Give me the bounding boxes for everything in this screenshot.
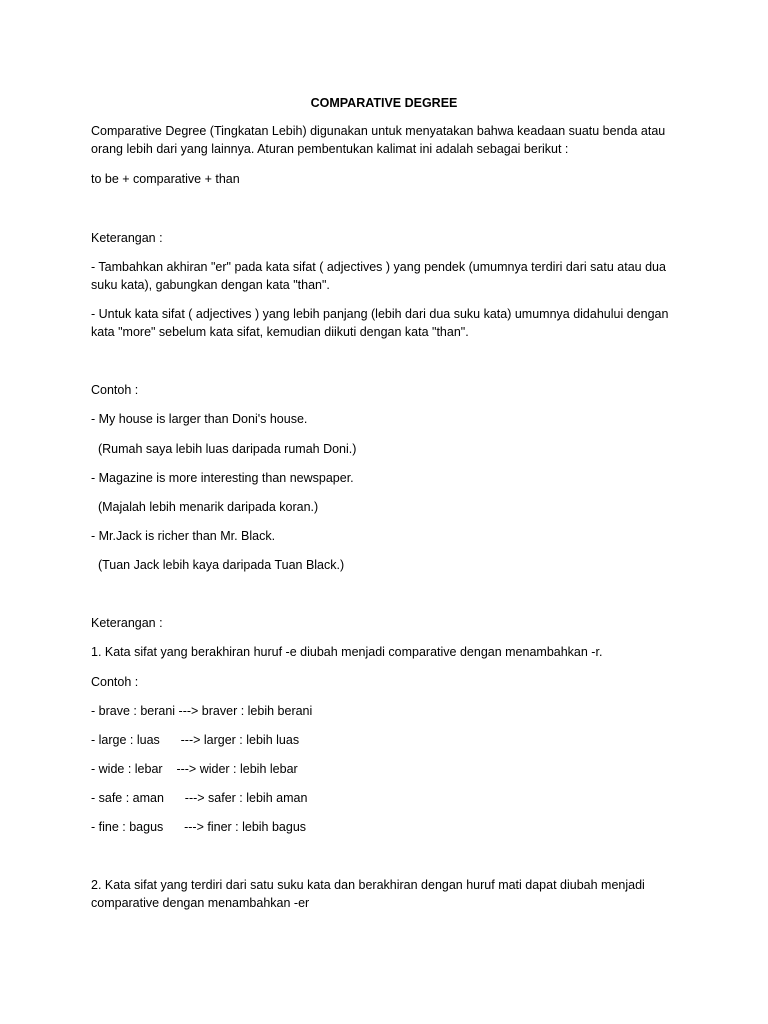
rule-2-line-1: 2. Kata sifat yang terdiri dari satu suku kata dan berakhiran dengan huruf mati dapat diubah menjadi: [91, 878, 645, 892]
rule-1-example: - brave : berani ---> braver : lebih berani: [91, 704, 313, 718]
rule-1-example: - large : luas ---> larger : lebih luas: [91, 733, 300, 747]
keterangan-heading-1: Keterangan :: [91, 231, 163, 245]
example-id: (Rumah saya lebih luas daripada rumah Doni.): [91, 442, 357, 456]
keterangan-heading-2: Keterangan :: [91, 616, 163, 630]
rule-1-example: - wide : lebar ---> wider : lebih lebar: [91, 762, 298, 776]
example-en: - Magazine is more interesting than newspaper.: [91, 471, 354, 485]
rule-1-example: - safe : aman ---> safer : lebih aman: [91, 791, 308, 805]
contoh-heading-1: Contoh :: [91, 383, 139, 397]
rule-1-text: 1. Kata sifat yang berakhiran huruf -e diubah menjadi comparative dengan menambahkan -r.: [91, 645, 603, 659]
example-en: - Mr.Jack is richer than Mr. Black.: [91, 529, 276, 543]
keterangan-item-1-line-1: - Tambahkan akhiran "er" pada kata sifat ( adjectives ) yang pendek (umumnya terdiri dari satu atau dua: [91, 260, 666, 274]
rule-1-example: - fine : bagus ---> finer : lebih bagus: [91, 820, 307, 834]
document-title: COMPARATIVE DEGREE: [310, 96, 458, 110]
example-id: (Tuan Jack lebih kaya daripada Tuan Black.): [91, 558, 345, 572]
intro-line-2: orang lebih dari yang lainnya. Aturan pembentukan kalimat ini adalah sebagai berikut :: [91, 142, 569, 156]
contoh-heading-2: Contoh :: [91, 675, 139, 689]
keterangan-item-2-line-2: kata "more" sebelum kata sifat, kemudian diikuti dengan kata "than".: [91, 325, 469, 339]
example-en: - My house is larger than Doni's house.: [91, 412, 308, 426]
rule-2-line-2: comparative dengan menambahkan -er: [91, 896, 310, 910]
intro-line-1: Comparative Degree (Tingkatan Lebih) digunakan untuk menyatakan bahwa keadaan suatu benda atau: [91, 124, 666, 138]
keterangan-item-1-line-2: suku kata), gabungkan dengan kata "than".: [91, 278, 330, 292]
example-id: (Majalah lebih menarik daripada koran.): [91, 500, 319, 514]
formula-line: to be + comparative + than: [91, 172, 240, 186]
keterangan-item-2-line-1: - Untuk kata sifat ( adjectives ) yang lebih panjang (lebih dari dua suku kata) umumnya didahului dengan: [91, 307, 669, 321]
